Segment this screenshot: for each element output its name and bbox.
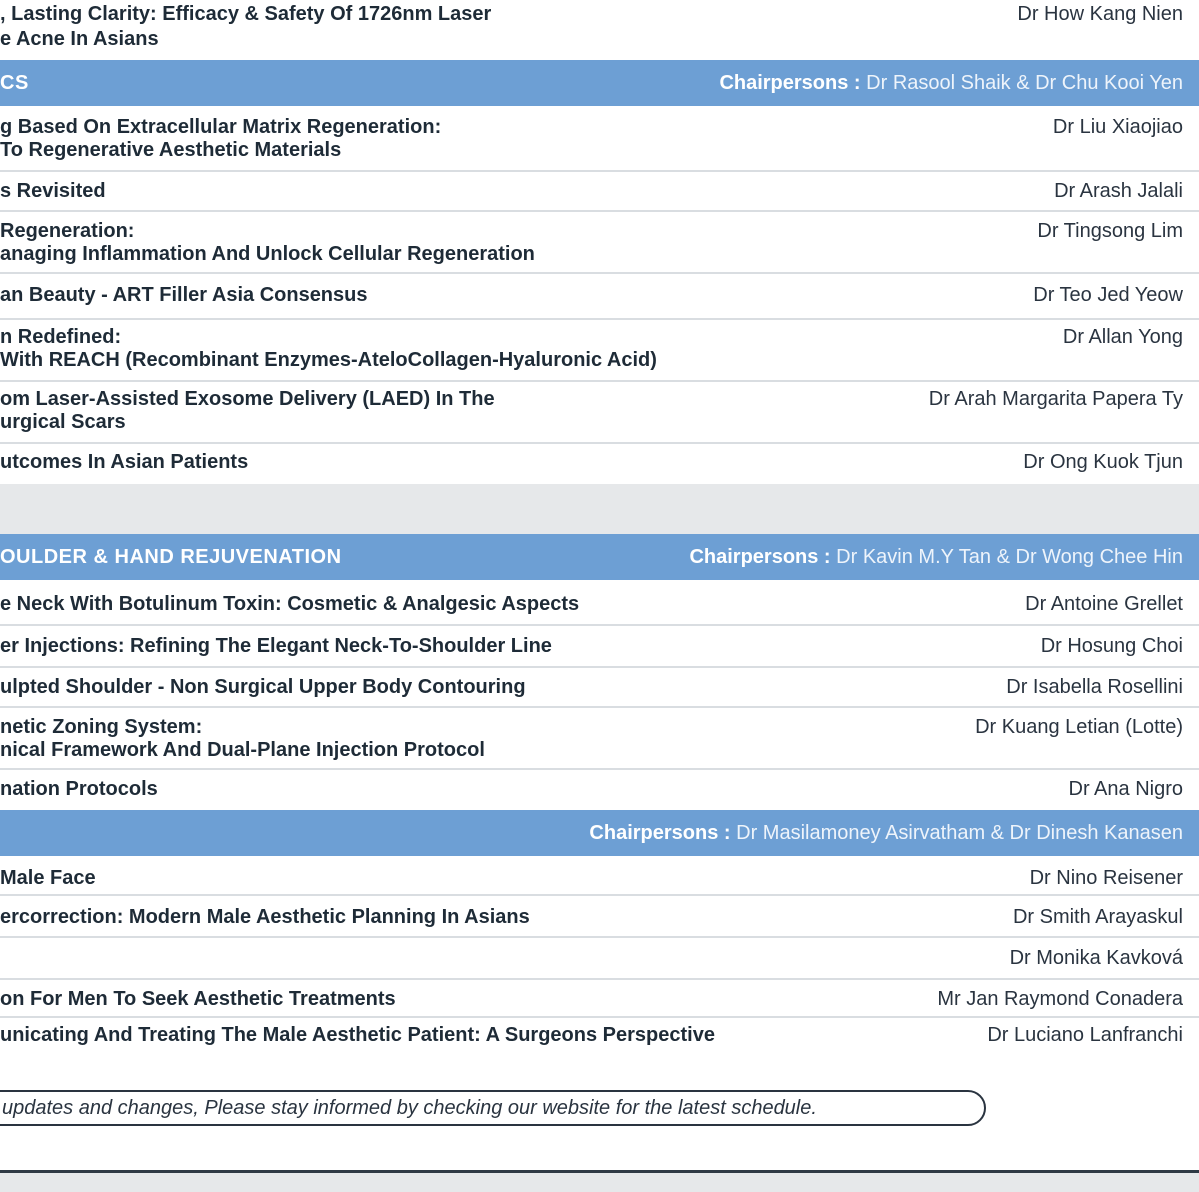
speaker-name: Dr Luciano Lanfranchi [987, 1024, 1183, 1046]
table-row [0, 106, 1199, 172]
speaker-name: Dr Monika Kavková [1009, 947, 1183, 969]
table-row [0, 770, 1199, 810]
session-title: CS [0, 72, 29, 94]
table-row [0, 580, 1199, 626]
table-row [0, 382, 1199, 444]
speaker-name: Dr Hosung Choi [1040, 635, 1183, 657]
table-row [0, 896, 1199, 938]
talk-title: om Laser-Assisted Exosome Delivery (LAED) In The urgical Scars [0, 388, 495, 433]
talk-title: s Revisited [0, 180, 106, 202]
speaker-name: Dr Arah Margarita Papera Ty [928, 388, 1183, 410]
session-header [0, 60, 1199, 106]
speaker-name: Dr Ong Kuok Tjun [1023, 451, 1183, 473]
table-row [0, 320, 1199, 382]
talk-title: netic Zoning System: nical Framework And Dual-Plane Injection Protocol [0, 716, 485, 761]
table-row [0, 668, 1199, 708]
talk-title: an Beauty - ART Filler Asia Consensus [0, 284, 368, 306]
talk-title: n Redefined: With REACH (Recombinant Enzymes-AteloCollagen-Hyaluronic Acid) [0, 326, 657, 371]
speaker-name: Dr Nino Reisener [1029, 867, 1183, 889]
session-header [0, 534, 1199, 580]
talk-title: e Neck With Botulinum Toxin: Cosmetic & Analgesic Aspects [0, 593, 580, 615]
chairpersons: Chairpersons : Dr Rasool Shaik & Dr Chu Kooi Yen [719, 72, 1183, 94]
speaker-name: Dr Smith Arayaskul [1012, 906, 1183, 928]
speaker-name: Dr How Kang Nien [1017, 3, 1183, 25]
speaker-name: Dr Antoine Grellet [1025, 593, 1183, 615]
session-header [0, 810, 1199, 856]
speaker-name: Mr Jan Raymond Conadera [937, 988, 1183, 1010]
talk-title: nation Protocols [0, 778, 158, 800]
table-row [0, 444, 1199, 484]
table-row [0, 856, 1199, 896]
talk-title: unicating And Treating The Male Aesthetic Patient: A Surgeons Perspective [0, 1024, 715, 1046]
speaker-name: Dr Tingsong Lim [1037, 220, 1183, 242]
table-row [0, 274, 1199, 320]
notice-text: updates and changes, Please stay informed by checking our website for the latest schedule. [2, 1097, 817, 1119]
table-row [0, 980, 1199, 1018]
table-row [0, 212, 1199, 274]
table-row [0, 708, 1199, 770]
talk-title: , Lasting Clarity: Efficacy & Safety Of 1726nm Laser e Acne In Asians [0, 3, 492, 50]
talk-title: er Injections: Refining The Elegant Neck-To-Shoulder Line [0, 635, 552, 657]
talk-title: g Based On Extracellular Matrix Regeneration: To Regenerative Aesthetic Materials [0, 116, 442, 161]
speaker-name: Dr Teo Jed Yeow [1033, 284, 1183, 306]
talk-title: on For Men To Seek Aesthetic Treatments [0, 988, 396, 1010]
table-row [0, 1018, 1199, 1058]
break-divider [0, 484, 1199, 534]
footer-band [0, 1173, 1199, 1192]
chairpersons: Chairpersons : Dr Masilamoney Asirvatham & Dr Dinesh Kanasen [589, 822, 1183, 844]
table-row [0, 938, 1199, 980]
talk-title: Regeneration: anaging Inflammation And Unlock Cellular Regeneration [0, 220, 535, 265]
schedule-notice [0, 1090, 986, 1126]
chairpersons: Chairpersons : Dr Kavin M.Y Tan & Dr Wong Chee Hin [689, 546, 1183, 568]
talk-title: Male Face [0, 867, 96, 889]
speaker-name: Dr Ana Nigro [1068, 778, 1183, 800]
speaker-name: Dr Allan Yong [1062, 326, 1183, 348]
talk-title: ulpted Shoulder - Non Surgical Upper Body Contouring [0, 676, 526, 698]
session-title: OULDER & HAND REJUVENATION [0, 546, 342, 568]
table-row [0, 0, 1199, 60]
talk-title: ercorrection: Modern Male Aesthetic Planning In Asians [0, 906, 530, 928]
speaker-name: Dr Liu Xiaojiao [1052, 116, 1183, 138]
talk-title: utcomes In Asian Patients [0, 451, 249, 473]
speaker-name: Dr Kuang Letian (Lotte) [975, 716, 1183, 738]
speaker-name: Dr Isabella Rosellini [1006, 676, 1183, 698]
table-row [0, 626, 1199, 668]
table-row [0, 172, 1199, 212]
speaker-name: Dr Arash Jalali [1054, 180, 1183, 202]
